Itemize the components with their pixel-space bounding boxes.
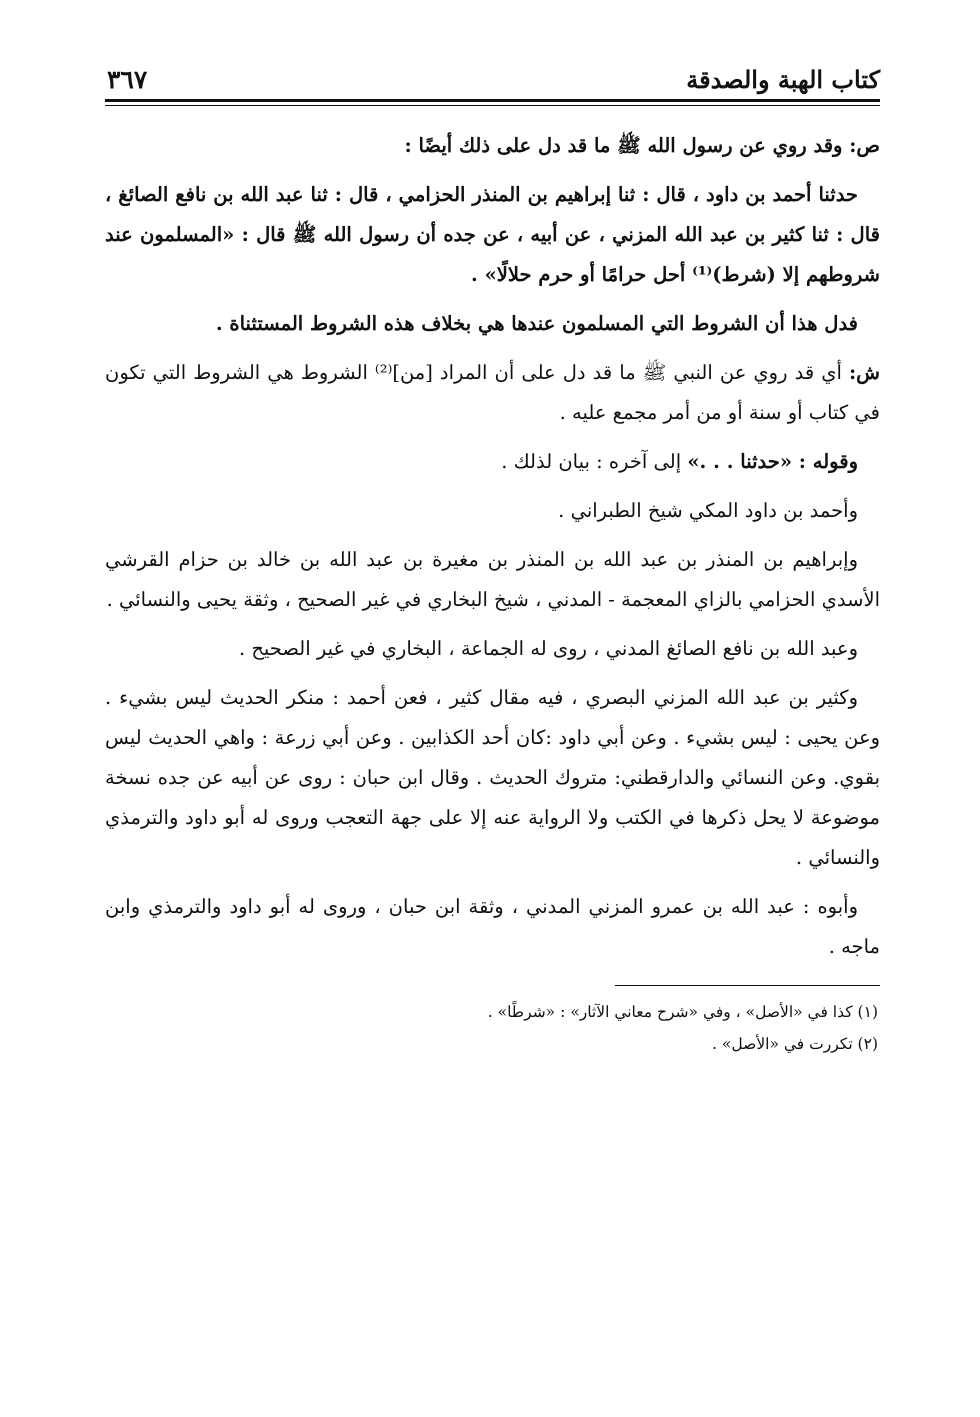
paragraph-text: وكثير بن عبد الله المزني البصري ، فيه مقال كثير ، فعن أحمد : منكر الحديث ليس بشيء . وعن يحيى : ليس بشيء . وعن أبي داود :كان أحد الكذابين . وعن أبي زرعة : واهي الحديث ليس بقوي. وعن النسائي والدارقطني: متروك الحديث . وقال ابن حبان : روى عن أبيه عن جده نسخة موضوعة لا يحل ذكرها في الكتب ولا الرواية عنه إلا على جهة التعجب وروى له أبو داود والترمذي والنسائي . (105, 686, 880, 869)
paragraph-conclusion (105, 304, 880, 344)
paragraph-ibrahim (105, 540, 880, 620)
footnote-1: (١) كذا في «الأصل» ، وفي «شرح معاني الآثار» : «شرطًا» . (487, 1003, 878, 1021)
paragraph-text: وإبراهيم بن المنذر بن عبد الله بن المنذر بن مغيرة بن عبد الله بن خالد بن حزام القرشي الأسدي الحزامي بالزاي المعجمة - المدني ، شيخ البخاري في غير الصحيح ، وثقة يحيى والنسائي . (105, 548, 880, 611)
paragraph-kathir (105, 678, 880, 878)
paragraph-lead: وقوله : «حدثنا . . .» (687, 450, 858, 473)
header-rule-thin (105, 105, 880, 106)
paragraph-text: إلى آخره : بيان لذلك . (501, 450, 688, 473)
paragraph-text: وأحمد بن داود المكي شيخ الطبراني . (558, 499, 858, 522)
running-header (105, 55, 880, 99)
paragraph-text: ص: وقد روي عن رسول الله ﷺ ما قد دل على ذلك أيضًا : (404, 134, 880, 157)
paragraph-lead: ش: (848, 361, 880, 384)
paragraph-text: فدل هذا أن الشروط التي المسلمون عندها هي بخلاف هذه الشروط المستثناة . (215, 312, 858, 335)
paragraph-text: وأبوه : عبد الله بن عمرو المزني المدني ، وثقة ابن حبان ، وروى له أبو داود والترمذي وابن ماجه . (105, 895, 880, 958)
book-chapter-title: كتاب الهبة والصدقة (686, 65, 880, 94)
paragraph-matn-intro (105, 126, 880, 166)
paragraph-text: أي قد روي عن النبي ﷺ ما قد دل على أن المراد [من]⁽²⁾ الشروط هي الشروط التي تكون في كتاب أو سنة أو من أمر مجمع عليه . (105, 361, 880, 424)
paragraph-abuhu (105, 887, 880, 967)
document-page (105, 55, 880, 1385)
paragraph-sharh (105, 353, 880, 433)
header-rule-thick (105, 99, 880, 102)
paragraph-hadith-chain (105, 175, 880, 295)
footnote-separator (615, 985, 880, 986)
paragraph-text: حدثنا أحمد بن داود ، قال : ثنا إبراهيم بن المنذر الحزامي ، قال : ثنا عبد الله بن نافع الصائغ ، قال : ثنا كثير بن عبد الله المزني ، عن أبيه ، عن جده أن رسول الله ﷺ قال : «المسلمون عند شروطهم إلا (شرط)⁽¹⁾ أحل حرامًا أو حرم حلالًا» . (105, 183, 880, 286)
page-number: ٣٦٧ (107, 65, 148, 94)
footnote-2: (٢) تكررت في «الأصل» . (712, 1035, 878, 1053)
main-text (105, 126, 880, 967)
paragraph-ahmad (105, 491, 880, 531)
paragraph-qawluhu (105, 442, 880, 482)
paragraph-text: وعبد الله بن نافع الصائغ المدني ، روى له الجماعة ، البخاري في غير الصحيح . (238, 637, 858, 660)
paragraph-abdullah (105, 629, 880, 669)
